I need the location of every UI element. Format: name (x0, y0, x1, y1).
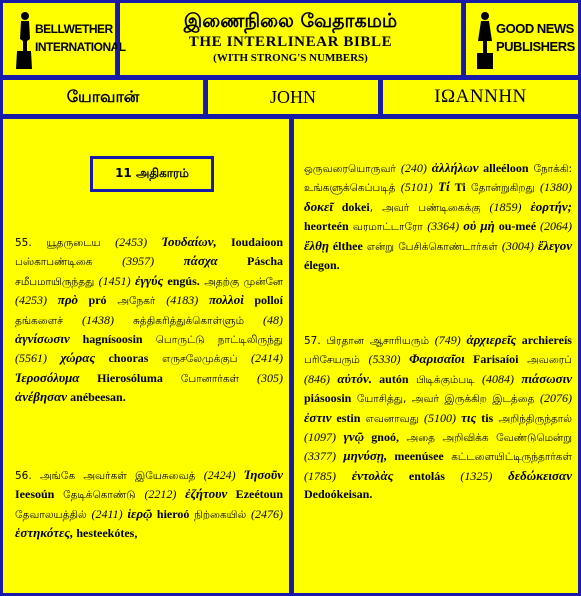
greek-word: Ἱεροσόλυμα (15, 369, 80, 385)
greek-word: Ἰησοῦν (235, 467, 284, 482)
transliteration: Ieesoún (15, 487, 55, 502)
strongs-number: (3377) (304, 449, 336, 464)
greek-word: μηνύσῃ, (336, 448, 388, 464)
greek-word: ἐντολὰς (336, 467, 394, 483)
bellwether-figure-icon (15, 11, 33, 69)
transliteration: Dedoókeisan. (304, 487, 373, 502)
good-news-logo (463, 0, 581, 78)
tamil-text: அநேகர் (106, 295, 167, 308)
tamil-text: அறிந்திருந்தால் (493, 412, 572, 425)
greek-word: ἐστιν (304, 409, 332, 425)
strongs-number: (2424) (203, 468, 236, 482)
transliteration: anébeesan. (67, 390, 126, 405)
subtitle: (WITH STRONG'S NUMBERS) (213, 52, 368, 64)
tamil-text: வரமாட்டாரோ (348, 221, 428, 234)
tamil-text: தோன்றுகிறது (465, 182, 540, 195)
bellwether-logo (0, 0, 126, 78)
transliteration: pró (78, 293, 107, 308)
greek-word: ἀνέβησαν (15, 389, 68, 405)
strongs-number: (4084) (481, 371, 514, 386)
greek-word: πιάσωσιν (513, 370, 573, 386)
transliteration: estin (331, 410, 361, 425)
tamil-text: பரிசேயரும் (304, 354, 369, 367)
strongs-number: (1325) (444, 468, 493, 483)
strongs-number: (48) (263, 312, 283, 327)
tamil-text: சுத்திகரித்துக்கொள்ளும் (113, 314, 263, 327)
tamil-text: சமீபமாயிருந்தது (15, 275, 99, 288)
greek-word: ἑορτήν; (521, 198, 572, 214)
greek-word: Φαρισαῖοι (400, 351, 465, 367)
tamil-text: எவனாவது (360, 412, 424, 425)
good-news-line1: GOOD NEWS (496, 21, 574, 36)
tamil-text: 57. பிரதான ஆசாரியரும் (304, 335, 435, 347)
greek-word: χώρας (47, 350, 96, 366)
transliteration: gnoó, (364, 430, 399, 445)
tamil-text: அவரைப் (518, 354, 572, 367)
transliteration: hesteekótes, (73, 526, 138, 541)
tamil-text: தேவாலயத்தில் (15, 508, 92, 521)
greek-word: πολλοὶ (198, 292, 244, 308)
strongs-number: (3364) (427, 219, 460, 234)
strongs-number: (4183) (166, 293, 199, 308)
strongs-number: (2476) (251, 506, 283, 521)
tamil-text: என்று பேசிக்கொண்டார்கள் (362, 240, 502, 253)
transliteration: piásoosin (304, 391, 352, 406)
transliteration: archiereís (516, 333, 572, 347)
tamil-text: போனார்கள் (162, 372, 258, 385)
greek-word: τις (455, 409, 477, 425)
strongs-number: (1785) (304, 468, 336, 483)
greek-word: ἐγγύς (130, 272, 164, 288)
book-name-english: JOHN (205, 77, 381, 117)
strongs-number: (1380) (539, 180, 572, 195)
greek-word: δοκεῖ (304, 198, 333, 214)
good-news-line2: PUBLISHERS (496, 39, 575, 54)
tamil-text: கட்டளையிட்டிருந்தார்கள் (443, 451, 572, 464)
strongs-number: (3957) (122, 254, 155, 269)
greek-word: δεδώκεισαν (492, 467, 573, 483)
greek-word: ἱερῷ (122, 505, 153, 521)
transliteration: engús. (163, 273, 200, 288)
transliteration: Ioudaioon (216, 235, 283, 249)
strongs-number: (2411) (91, 506, 123, 521)
strongs-number: (5330) (368, 352, 401, 367)
bellwether-line2: INTERNATIONAL (35, 40, 126, 54)
tamil-text: அதற்கு முன்னே (199, 275, 284, 288)
strongs-number: (1859) (489, 199, 522, 214)
verse-56 (15, 466, 283, 543)
verse-55 (15, 233, 283, 407)
book-name-greek: IΩANNHN (380, 77, 581, 117)
tamil-text: தேடிக்கொண்டு (54, 489, 145, 502)
book-name-tamil: யோவான் (0, 77, 206, 117)
bellwether-line1: BELLWETHER (35, 22, 113, 36)
transliteration: hieroó (152, 506, 190, 521)
strongs-number: (5100) (423, 410, 456, 425)
good-news-figure-icon (476, 11, 494, 69)
strongs-number: (749) (434, 333, 461, 347)
transliteration: meenúsee (387, 449, 444, 464)
tamil-text: ஒருவரையொருவர் (304, 163, 401, 175)
strongs-number: (2212) (144, 487, 177, 502)
transliteration: Hierosóluma (79, 370, 163, 385)
transliteration: alleéloon (478, 161, 529, 175)
transliteration: élthee (328, 238, 363, 253)
strongs-number: (5101) (400, 180, 433, 195)
title-block (117, 0, 464, 78)
strongs-number: (1438) (81, 312, 114, 327)
greek-word: ἀλλήλων (426, 160, 479, 175)
tamil-text: பிடிக்கும்படி (408, 373, 482, 386)
transliteration: élegon. (304, 258, 340, 273)
greek-word: γνῷ (336, 429, 365, 445)
tamil-text: 55. யூதருடைய (15, 237, 116, 249)
greek-word: ἑστηκότες, (15, 525, 74, 541)
strongs-number: (2453) (115, 235, 148, 249)
strongs-number: (305) (257, 370, 284, 385)
right-column (291, 116, 581, 596)
strongs-number: (2076) (540, 391, 572, 406)
transliteration: tis (476, 410, 494, 425)
transliteration: dokei (333, 199, 370, 214)
strongs-number: (3004) (501, 238, 534, 253)
greek-word: ἀρχιερεῖς (460, 332, 517, 347)
verse-56-continued (304, 159, 572, 274)
tamil-text: எருசலேமுக்குப் (148, 353, 252, 366)
greek-word: ἔλθῃ (304, 237, 329, 253)
tamil-title: இணைநிலை வேதாகமம் (183, 10, 398, 32)
transliteration: Farisaíoi (464, 352, 519, 367)
greek-word: πρὸ (47, 292, 79, 308)
transliteration: entolás (393, 468, 445, 483)
tamil-text: நிற்கையில் (189, 508, 251, 521)
tamil-text: பொருட்டு நாட்டிலிருந்து (142, 334, 284, 347)
strongs-number: (2414) (251, 351, 284, 366)
tamil-text: 56. அங்கே அவர்கள் இயேசுவைத் (15, 470, 204, 482)
greek-word: οὐ μὴ (459, 218, 495, 234)
greek-word: αὐτόν. (330, 370, 373, 386)
tamil-text: , அவர் பண்டிகைக்கு (369, 201, 490, 214)
transliteration: Ti (449, 180, 466, 195)
english-title: THE INTERLINEAR BIBLE (188, 34, 393, 50)
transliteration: heorteén (304, 219, 349, 234)
tamil-text: தங்களைச் (15, 314, 82, 327)
strongs-number: (2064) (536, 219, 572, 234)
chapter-heading: 11 அதிகாரம் (90, 156, 214, 192)
transliteration: polloí (243, 293, 283, 308)
transliteration: Páscha (217, 254, 283, 269)
strongs-number: (5561) (15, 351, 47, 366)
tamil-text: நோக்கி: உங்களுக்கெப்படித் (304, 163, 573, 195)
strongs-number: (1097) (304, 430, 336, 445)
tamil-text: பஸ்காபண்டிகை (15, 256, 123, 269)
greek-word: ἁγνίσωσιν (15, 331, 70, 347)
greek-word: ἐζήτουν (176, 486, 228, 502)
tamil-text: அதை அறிவிக்க வேண்டுமென்று (398, 432, 572, 445)
left-column (0, 116, 292, 596)
greek-word: Ἰουδαίων, (147, 234, 217, 249)
transliteration: Ezeétoun (227, 487, 284, 502)
greek-word: Τί (432, 179, 450, 195)
strongs-number: (4253) (15, 293, 47, 308)
transliteration: chooras (95, 351, 149, 366)
tamil-text: யோசித்து, அவர் இருக்கிற இடத்தை (351, 393, 540, 406)
greek-word: πάσχα (154, 253, 218, 269)
greek-word: ἔλεγον (533, 237, 572, 253)
strongs-number: (240) (400, 161, 427, 175)
transliteration: ou-meé (494, 219, 537, 234)
strongs-number: (1451) (98, 273, 131, 288)
verse-57 (304, 331, 572, 504)
transliteration: autón (372, 371, 409, 386)
transliteration: hagnísoosin (69, 332, 143, 347)
strongs-number: (846) (304, 371, 330, 386)
